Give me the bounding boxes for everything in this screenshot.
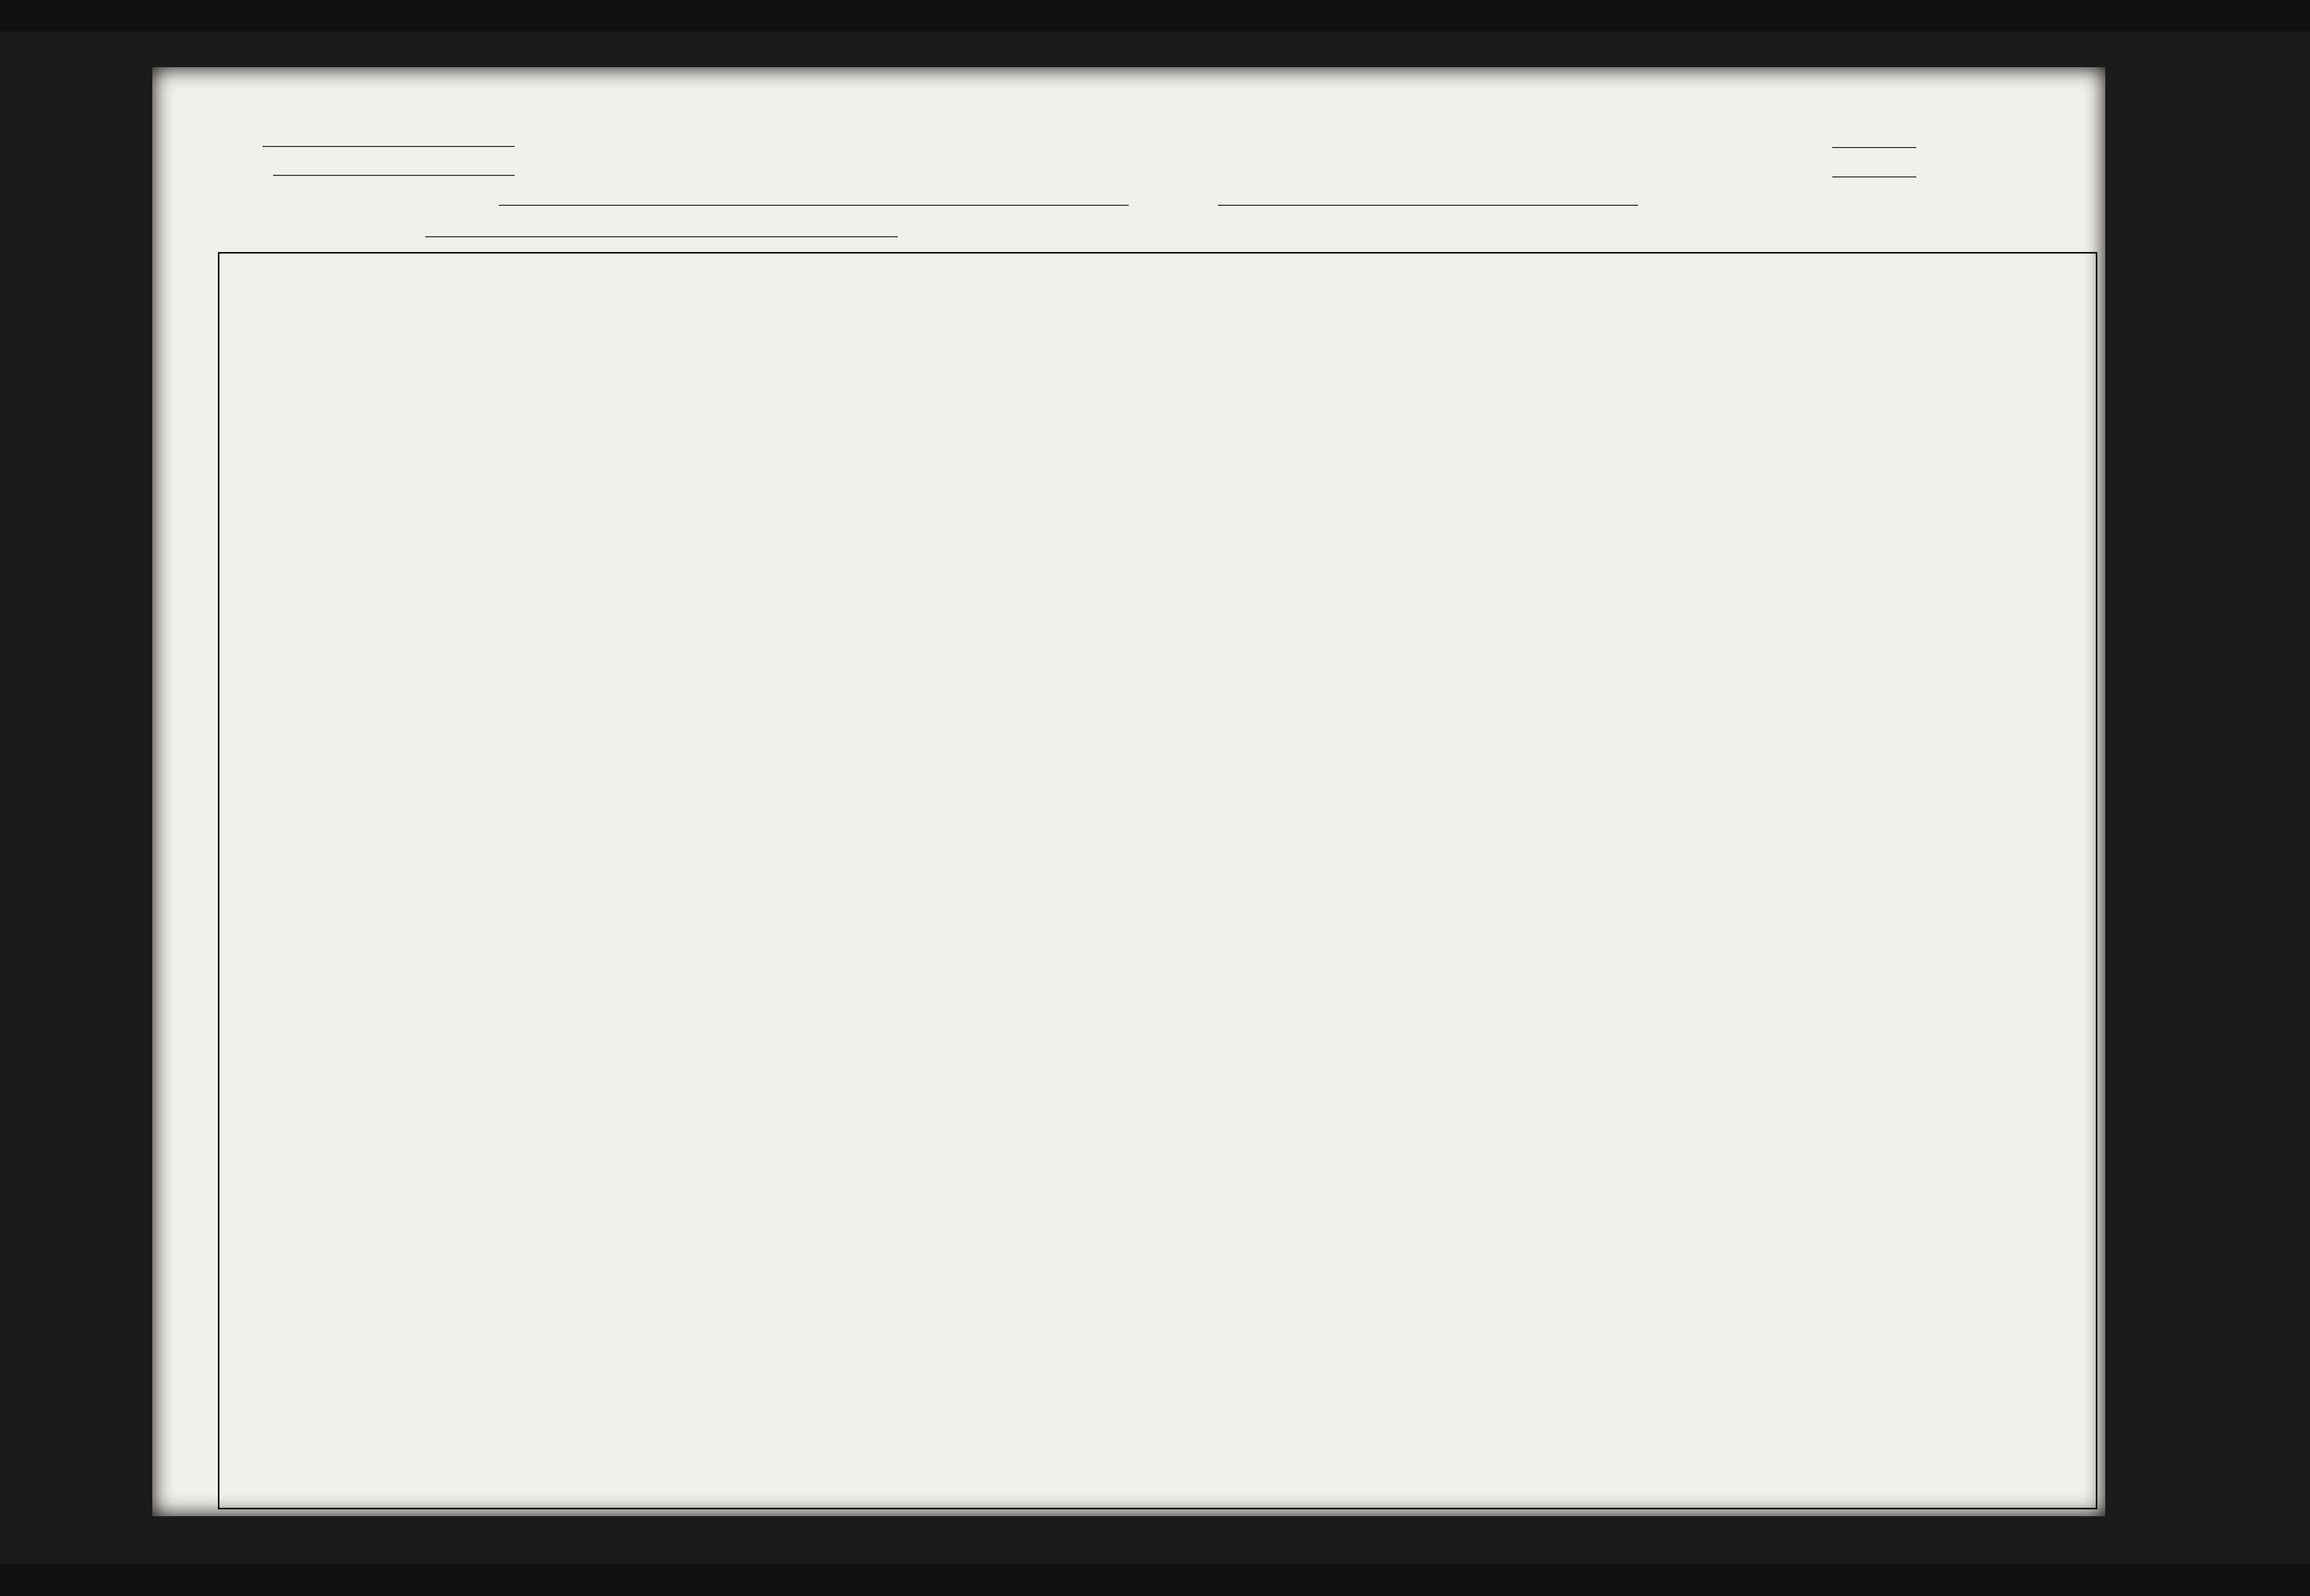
census-sheet (152, 67, 2105, 1516)
scan-border-top (0, 0, 2310, 32)
township-line (499, 205, 1129, 206)
census-table (218, 252, 2097, 1509)
state-line (262, 146, 514, 147)
institution-line (425, 236, 898, 237)
incorporated-line (1218, 205, 1638, 206)
county-line (273, 175, 514, 176)
enum-district-line (1832, 176, 1916, 177)
supervisor-line (1832, 147, 1916, 148)
scan-border-bottom (0, 1564, 2310, 1596)
